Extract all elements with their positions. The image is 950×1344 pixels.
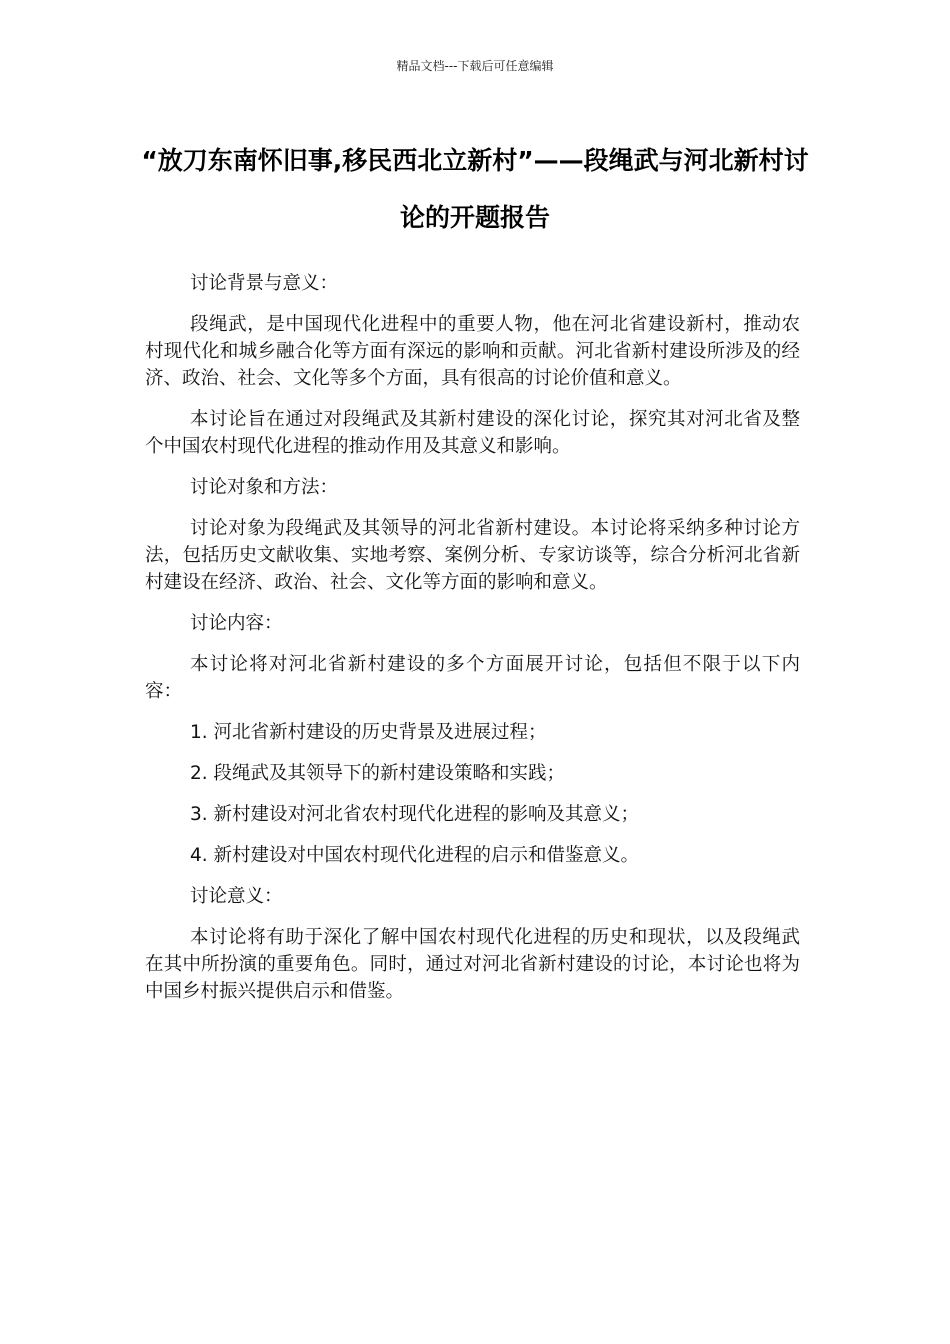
list-item: 4. 新村建设对中国农村现代化进程的启示和借鉴意义。 — [190, 845, 640, 866]
section-heading-content: 讨论内容： — [190, 613, 283, 634]
paragraph-significance: 本讨论将有助于深化了解中国农村现代化进程的历史和现状，以及段绳武在其中所扮演的重要角色。同时，通过对河北省新村建设的讨论，本讨论也将为中国乡村振兴提供启示和借鉴。 — [145, 927, 800, 1002]
document-title: “放刀东南怀旧事,移民西北立新村”——段绳武与河北新村讨论的开题报告 — [141, 146, 809, 232]
paragraph-background: 段绳武，是中国现代化进程中的重要人物，他在河北省建设新村，推动农村现代化和城乡融合化等方面有深远的影响和贡献。河北省新村建设所涉及的经济、政治、社会、文化等多个方面，具有很高的讨论价值和意义。 — [145, 314, 800, 389]
paragraph-purpose: 本讨论旨在通过对段绳武及其新村建设的深化讨论，探究其对河北省及整个中国农村现代化进程的推动作用及其意义和影响。 — [145, 409, 800, 457]
section-heading-background: 讨论背景与意义： — [190, 273, 339, 294]
paragraph-content-intro: 本讨论将对河北省新村建设的多个方面展开讨论，包括但不限于以下内容： — [145, 654, 800, 702]
document-body — [145, 270, 800, 1019]
page-header-note: 精品文档---下载后可任意编辑 — [396, 59, 554, 73]
paragraph-methods: 讨论对象为段绳武及其领导的河北省新村建设。本讨论将采纳多种讨论方法，包括历史文献收集、实地考察、案例分析、专家访谈等，综合分析河北省新村建设在经济、政治、社会、文化等方面的影响和意义。 — [145, 518, 800, 593]
list-item: 2. 段绳武及其领导下的新村建设策略和实践； — [190, 763, 566, 784]
list-item: 3. 新村建设对河北省农村现代化进程的影响及其意义； — [190, 804, 640, 825]
section-heading-methods: 讨论对象和方法： — [190, 477, 339, 498]
list-item: 1. 河北省新村建设的历史背景及进展过程； — [190, 722, 547, 743]
section-heading-significance: 讨论意义： — [190, 886, 283, 907]
